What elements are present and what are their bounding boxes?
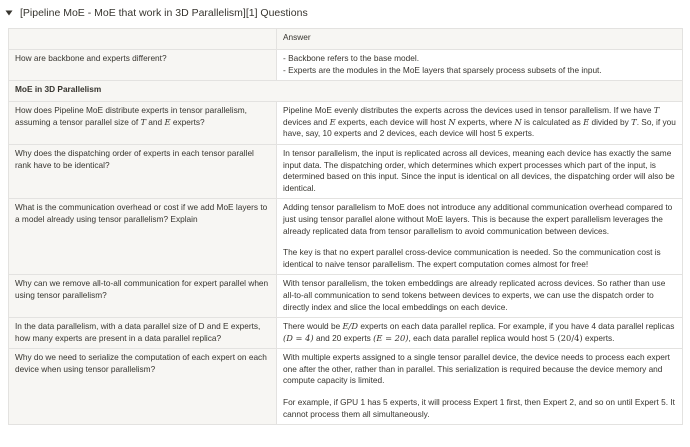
text: experts, each device will host <box>335 116 449 127</box>
section-title: MoE in 3D Parallelism <box>9 81 683 102</box>
question-cell: Why can we remove all-to-all communication for expert parallel when using tensor parallelism? <box>9 275 277 318</box>
question-cell: Why does the dispatching order of experts in each tensor parallel rank have to be identical? <box>9 144 277 198</box>
text: . So, if you have, say, 10 experts and 2 devices, each device will host 5 experts. <box>283 116 676 139</box>
answer-cell: In tensor parallelism, the input is replicated across all devices, meaning each device has exactly the same input data. The dispatching order, which determines which expert processes which part of the input, is determined based on this input. Since the input is identical on all devices, the dispatching order will also be identical. <box>277 144 683 198</box>
table-row <box>9 275 683 318</box>
math-var: T <box>140 116 146 127</box>
answer-cell <box>277 50 683 81</box>
table-row <box>9 50 683 81</box>
math-var: E <box>583 116 590 127</box>
table-row <box>9 199 683 275</box>
answer-cell: With tensor parallelism, the token embeddings are already replicated across devices. So rather than use all-to-all communication to send tokens between devices to experts, we can use the dispatch order to directly index and slice the local embeddings on each device. <box>277 275 683 318</box>
header-cell-question <box>9 29 277 50</box>
text: devices and <box>283 116 330 127</box>
math-var: T <box>631 116 637 127</box>
math-var: N <box>514 116 522 127</box>
answer-paragraph: With multiple experts assigned to a single tensor parallel device, the device needs to process each expert one after the other, rather than in parallel. This serialization is required because the device memory and compute capacity is limited. <box>283 352 670 386</box>
math-var: N <box>448 116 456 127</box>
table-row <box>9 318 683 349</box>
answer-line: - Backbone refers to the base model. <box>283 53 420 63</box>
question-cell: In the data parallelism, with a data parallel size of D and E experts, how many experts are present in a data parallel replica? <box>9 318 277 349</box>
section-row <box>9 81 683 102</box>
answer-paragraph: For example, if GPU 1 has 5 experts, it will process Expert 1 first, then Expert 2, and so on until Expert 5. It cannot process them all simultaneously. <box>283 397 675 419</box>
text: , each data parallel replica would host <box>408 332 550 343</box>
math-var: E <box>164 116 171 127</box>
table-row <box>9 349 683 425</box>
toggle-block[interactable] <box>4 3 308 23</box>
answer-cell <box>277 318 683 349</box>
math-var: T <box>653 105 660 116</box>
text: and 20 experts <box>313 332 374 343</box>
text: Pipeline MoE evenly distributes the experts across the devices used in tensor parallelism. If we have <box>283 105 654 116</box>
text: How does Pipeline MoE distribute experts in tensor parallelism, assuming a tensor parallel size of <box>15 105 247 127</box>
text: experts on each data parallel replica. For example, if you have 4 data parallel replicas <box>358 321 675 332</box>
math-expr: E/D <box>342 321 359 332</box>
qa-table <box>8 28 683 425</box>
question-cell: How are backbone and experts different? <box>9 50 277 81</box>
text: There would be <box>283 321 343 332</box>
question-cell: What is the communication overhead or cost if we add MoE layers to a model already using tensor parallelism? Explain <box>9 199 277 275</box>
question-cell <box>9 102 277 145</box>
paragraph-gap <box>283 237 676 247</box>
math-expr: (D = 4) <box>283 332 314 343</box>
text: is calculated as <box>521 116 584 127</box>
answer-cell <box>277 102 683 145</box>
table-header-row <box>9 29 683 50</box>
answer-line: - Experts are the modules in the MoE layers that sparsely process subsets of the input. <box>283 64 602 75</box>
math-expr: (E = 20) <box>373 332 409 343</box>
answer-paragraph: Adding tensor parallelism to MoE does not introduce any additional communication overhead compared to just using tensor parallel alone without MoE layers. This is because the expert parallelism leverages the already replicated data from tensor parallelism to avoid communication between devices. <box>283 202 673 236</box>
header-cell-answer: Answer <box>277 29 683 50</box>
text: experts, where <box>455 116 515 127</box>
text: and <box>146 116 165 127</box>
triangle-down-icon[interactable] <box>4 8 14 18</box>
answer-cell <box>277 349 683 425</box>
math-var: E <box>329 116 336 127</box>
question-cell: Why do we need to serialize the computation of each expert on each device when using tensor parallelism? <box>9 349 277 425</box>
text: experts? <box>170 116 205 127</box>
answer-paragraph: The key is that no expert parallel cross-device communication is needed. So the communication cost is identical to naive tensor parallelism. The expert computation comes almost for free! <box>283 247 661 269</box>
math-expr: 5 (20/4) <box>549 332 583 343</box>
paragraph-gap <box>283 387 676 397</box>
answer-cell <box>277 199 683 275</box>
toggle-title: [Pipeline MoE - MoE that work in 3D Parallelism][1] Questions <box>20 7 308 19</box>
table-row <box>9 102 683 145</box>
text: experts. <box>582 332 615 343</box>
table-row <box>9 144 683 198</box>
text: divided by <box>589 116 632 127</box>
